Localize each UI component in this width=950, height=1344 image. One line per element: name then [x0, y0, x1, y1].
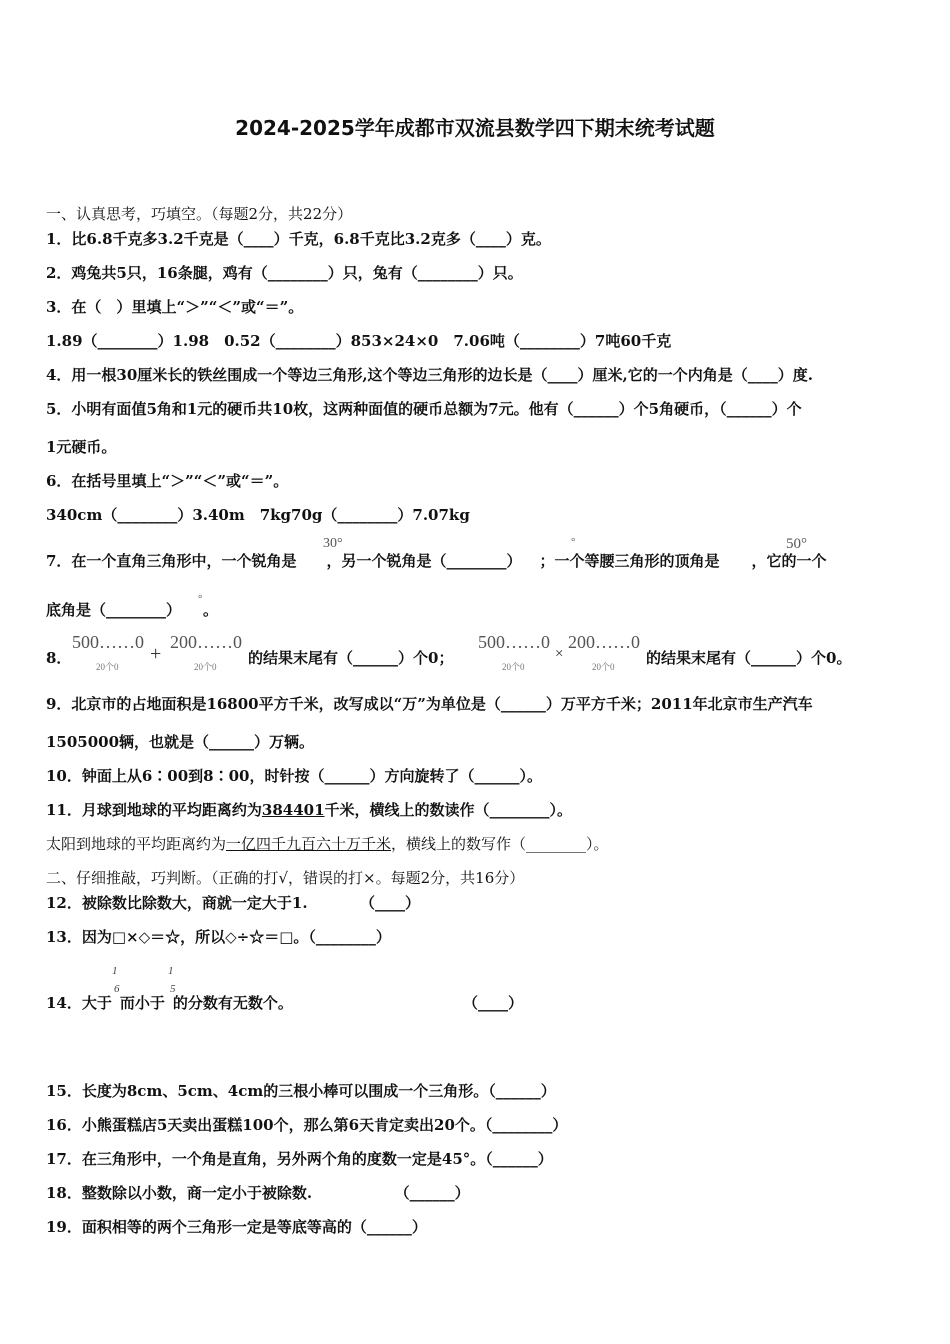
number-200-zeros: 200……0 [568, 632, 640, 652]
degree-symbol: ° [571, 536, 576, 548]
fraction-denominator: 6 [114, 983, 120, 995]
question-8-text-1: 的结果末尾有（______）个0； [248, 649, 454, 667]
question-9-line-2: 1505000辆，也就是（______）万辆。 [46, 733, 315, 751]
question-16: 16．小熊蛋糕店5天卖出蛋糕100个，那么第6天肯定卖出20个。（________） [46, 1116, 568, 1134]
number-500-zeros: 500……0 [478, 632, 550, 652]
number-500-zeros: 500……0 [72, 632, 144, 652]
number-200-zeros: 200……0 [170, 632, 242, 652]
times-sign: × [555, 646, 564, 662]
question-8-label: 8． [46, 649, 72, 667]
zero-count-label: 20个0 [194, 662, 217, 672]
fraction-numerator: 1 [112, 965, 118, 977]
question-15: 15．长度为8cm、5cm、4cm的三根小棒可以围成一个三角形。（______） [46, 1082, 556, 1100]
question-5-line-1: 5．小明有面值5角和1元的硬币共10枚，这两种面值的硬币总额为7元。他有（______）个5角硬币，（______）个 [46, 400, 802, 418]
question-5-line-2: 1元硬币。 [46, 438, 117, 456]
underlined-number: 一亿四千九百六十万千米 [226, 835, 392, 853]
question-8-text-2: 的结果末尾有（______）个0。 [646, 649, 852, 667]
question-1: 1．比6.8千克多3.2千克是（____）千克，6.8千克比3.2克多（____）克。 [46, 230, 551, 248]
question-12: 12．被除数比除数大，商就一定大于1. （____） [46, 894, 421, 912]
question-7-line-2: 底角是（________） 。 [46, 601, 219, 619]
zero-count-label: 20个0 [592, 662, 615, 672]
question-2: 2．鸡兔共5只，16条腿，鸡有（________）只，兔有（________）只。 [46, 264, 523, 282]
zero-count-label: 20个0 [96, 662, 119, 672]
underlined-number: 384401 [261, 801, 325, 819]
zero-count-label: 20个0 [502, 662, 525, 672]
question-11-line-1: 11．月球到地球的平均距离约为384401千米，横线上的数读作（________）。 [46, 801, 573, 819]
question-13: 13．因为□×◇＝☆，所以◇÷☆＝□。（________） [46, 928, 391, 946]
fraction-denominator: 5 [170, 983, 176, 995]
angle-50-label: 50° [786, 536, 807, 552]
question-11-line-2: 太阳到地球的平均距离约为一亿四千九百六十万千米，横线上的数写作（________）。 [46, 835, 609, 853]
question-9-line-1: 9．北京市的占地面积是16800平方千米，改写成以“万”为单位是（______）万平方千米；2011年北京市生产汽车 [46, 695, 813, 713]
section-2-heading: 二、仔细推敲，巧判断。（正确的打√，错误的打×。每题2分，共16分） [46, 869, 525, 887]
question-14: 14．大于 而小于 的分数有无数个。 [46, 994, 293, 1012]
angle-30-label: 30° [323, 536, 343, 551]
question-3-items: 1.89（________）1.98 0.52（________）853×24×0 7.06吨（________）7吨60千克 [46, 332, 672, 350]
question-6: 6．在括号里填上“＞”“＜”或“＝”。 [46, 472, 289, 490]
section-1-heading: 一、认真思考，巧填空。（每题2分，共22分） [46, 205, 353, 223]
question-10: 10．钟面上从6∶00到8∶00，时针按（______）方向旋转了（______）。 [46, 767, 542, 785]
page-title: 2024-2025学年成都市双流县数学四下期末统考试题 [235, 116, 715, 140]
question-3: 3．在（ ）里填上“＞”“＜”或“＝”。 [46, 298, 304, 316]
question-18: 18．整数除以小数，商一定小于被除数. （______） [46, 1184, 470, 1202]
question-6-items: 340cm（________）3.40m 7kg70g（________）7.07kg [46, 506, 470, 524]
question-17: 17．在三角形中，一个角是直角，另外两个角的度数一定是45°。（______） [46, 1150, 553, 1168]
question-19: 19．面积相等的两个三角形一定是等底等高的（______） [46, 1218, 427, 1236]
answer-blank: （____） [463, 994, 524, 1012]
question-7-line-1: 7．在一个直角三角形中，一个锐角是 ，另一个锐角是（________） ；一个等腰三角形的顶角是 ，它的一个 [46, 552, 827, 570]
plus-sign: + [150, 643, 162, 665]
degree-symbol: ° [198, 593, 203, 605]
fraction-numerator: 1 [168, 965, 174, 977]
question-4: 4．用一根30厘米长的铁丝围成一个等边三角形,这个等边三角形的边长是（____）厘米,它的一个内角是（____）度. [46, 366, 813, 384]
